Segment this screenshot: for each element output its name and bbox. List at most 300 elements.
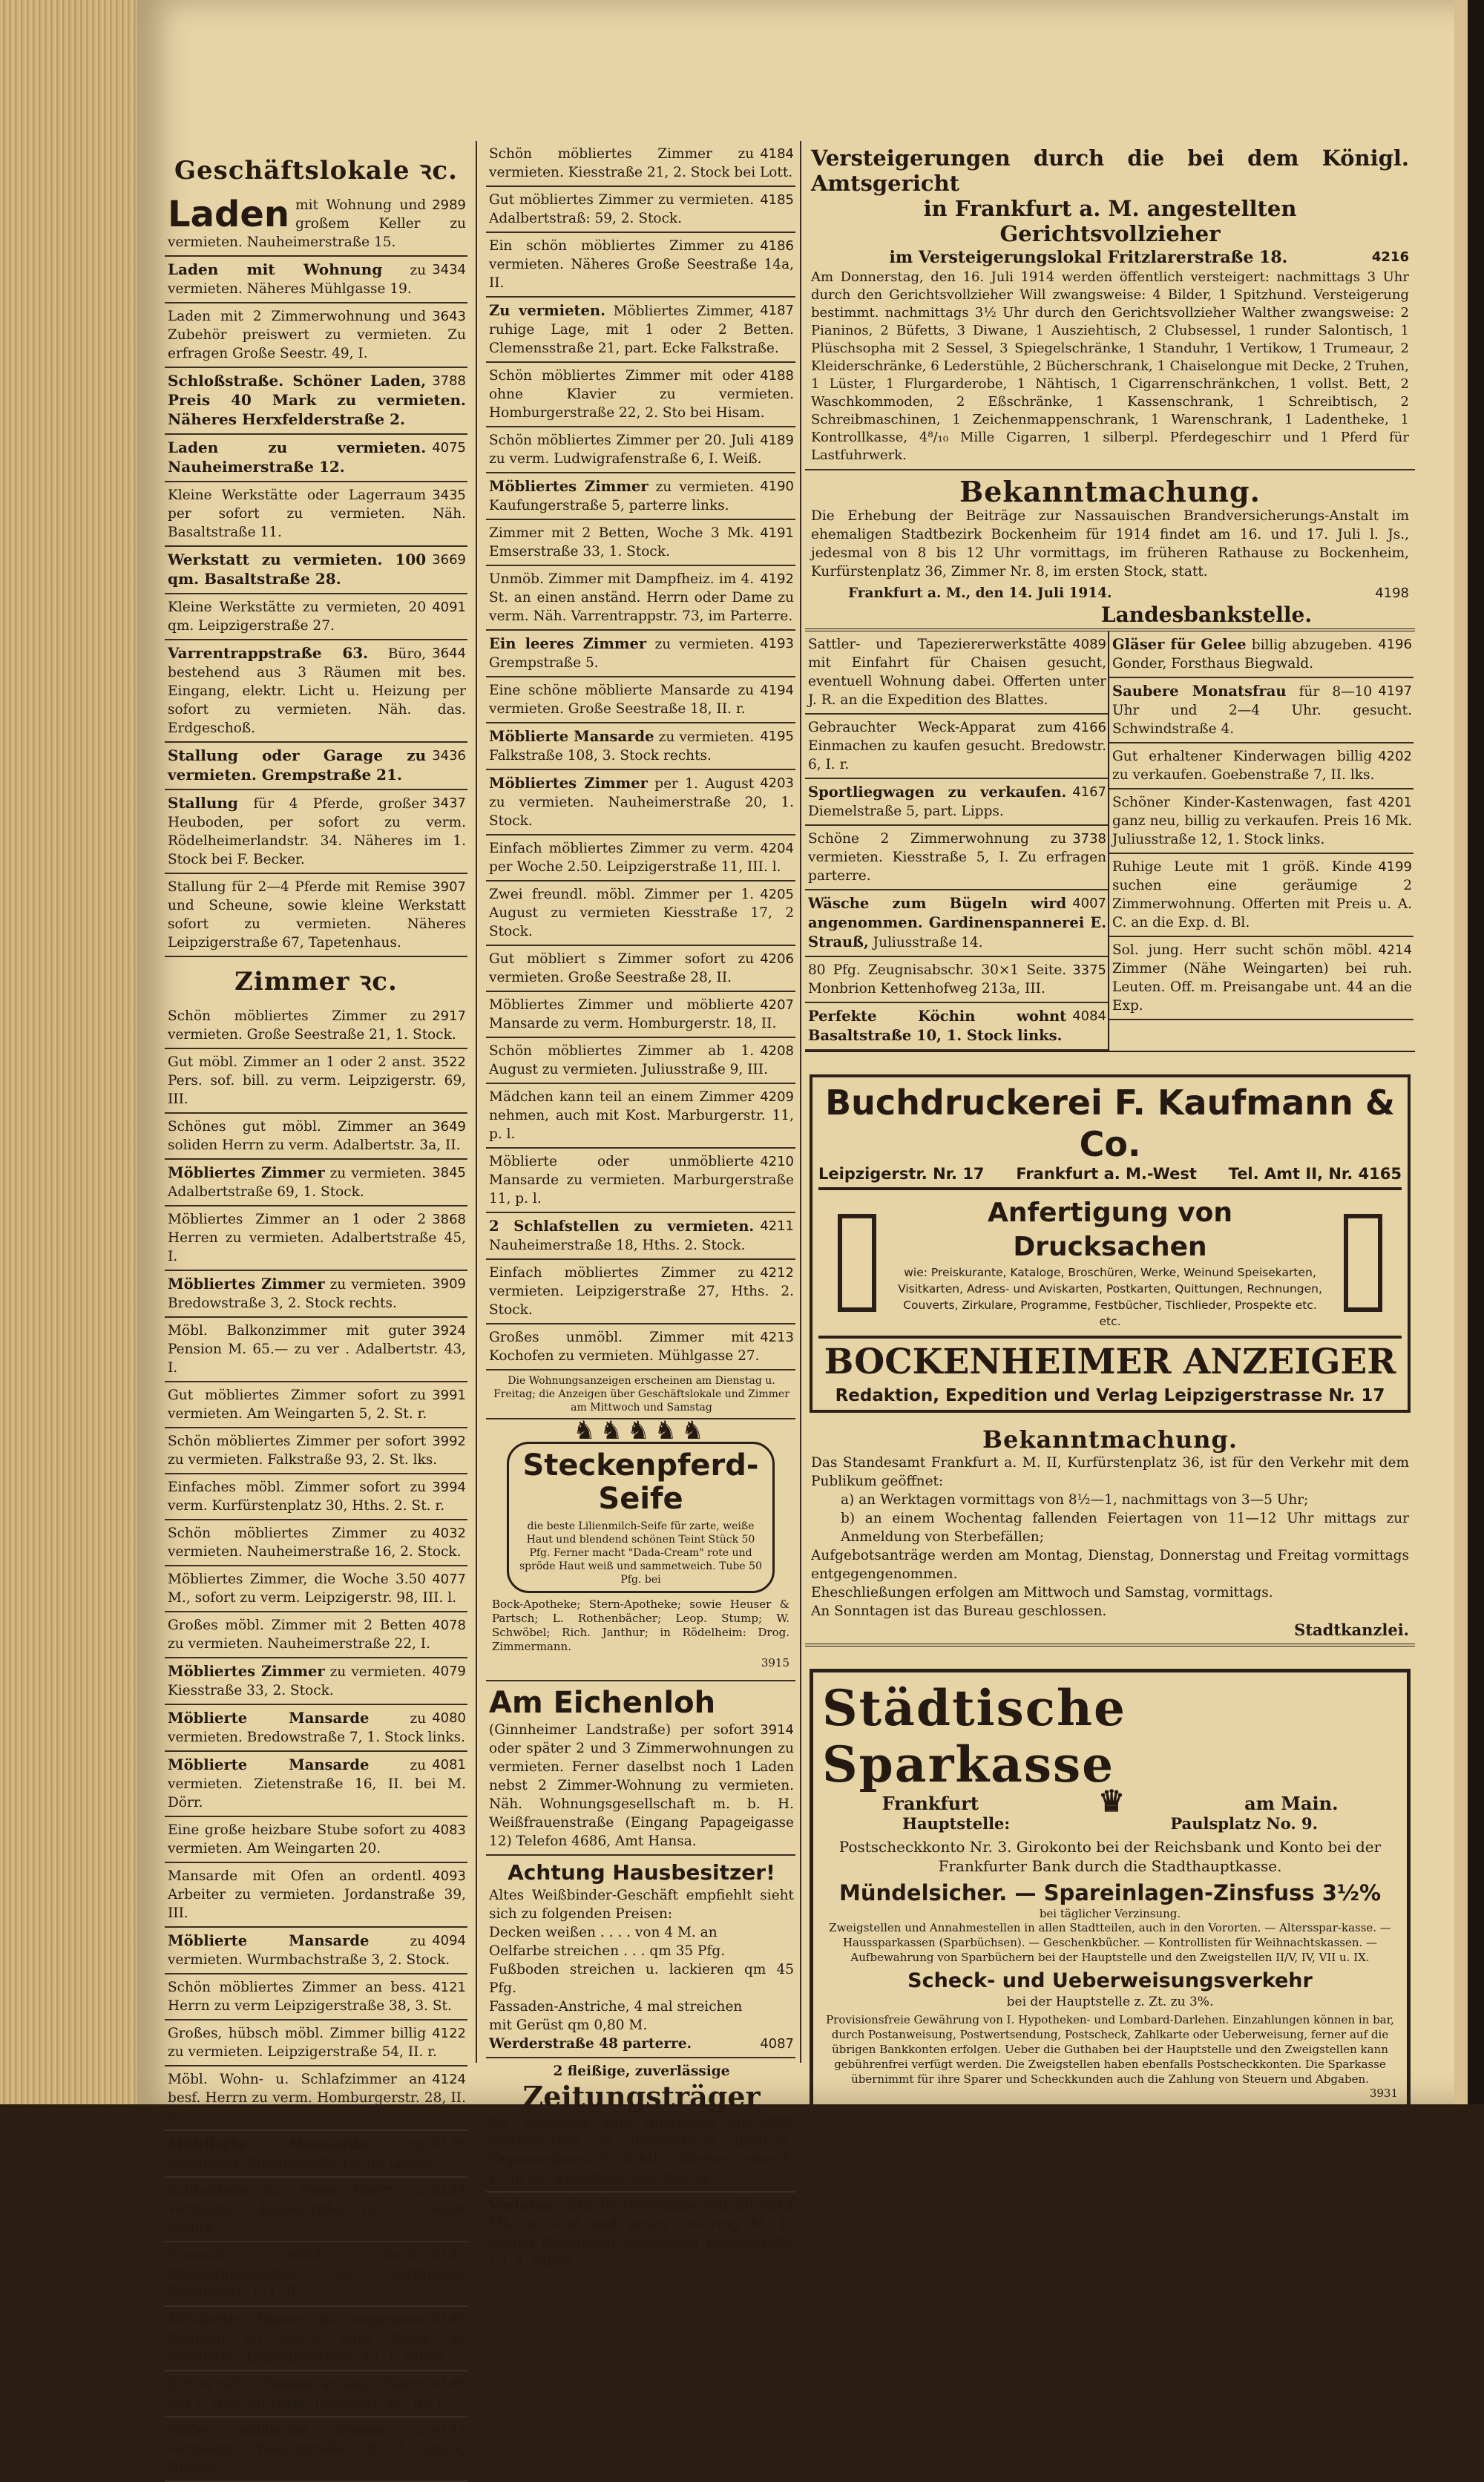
printer-title: Buchdruckerei F. Kaufmann & Co. — [825, 1083, 1395, 1164]
classified-ad — [165, 482, 467, 547]
ad-number: 4195 — [760, 729, 794, 744]
classified-ad — [486, 723, 795, 770]
right-column — [805, 141, 1415, 2117]
ad-bold: Perfekte Köchin wohnt Basaltstraße 10, 1. Stock links. — [808, 1008, 1067, 1044]
classified-ad — [486, 770, 795, 835]
bekanntmachung-2 — [805, 1426, 1415, 1647]
classified-ad — [165, 640, 467, 743]
printer-job-title: Anfertigung von Drucksachen — [987, 1198, 1233, 1262]
achtung-ad — [486, 1856, 795, 2058]
horse-icons: ♞♞♞♞♞ — [573, 1416, 709, 1445]
ad-number: 4091 — [432, 600, 466, 615]
newspaper-subline: Redaktion, Expedition und Verlag Leipzigerstrasse Nr. 17 — [835, 1386, 1385, 1405]
notice-text: Die Erhebung der Beiträge zur Nassauischen Brandversicherungs-Anstalt im ehemaligen Stadtbezirk Bockenheim für 1914 findet am 16. und 17. Juli l. Js., jedesmal von 8 bis 12 Uhr vormittags, im früheren Rathause zu Bockenheim, Kurfürstenplatz 36, Zimmer Nr. 8, im ersten Stock, statt. — [811, 508, 1409, 580]
ad-bold: Zu vermieten. — [489, 302, 605, 319]
ad-number: 4126 — [432, 2136, 466, 2152]
classified-ad — [165, 2178, 467, 2242]
classified-ad — [165, 2066, 467, 2131]
ad-number: 3436 — [432, 748, 466, 764]
ad-text: Großes möbl. Zimmer mit 2 Betten zu vermieten. Nauheimerstraße 22, I. — [168, 1618, 430, 1652]
classified-ad — [486, 233, 795, 298]
ad-number: 4202 — [1378, 749, 1412, 764]
ad-number: 4121 — [432, 1980, 466, 1995]
ad-text: Zwei freundl. möbl. Zimmer per 1. August zu vermieten Kiesstraße 17, 2 Stock. — [489, 887, 794, 939]
ad-text: Einfach möbliertes Zimmer zu verm. per Woche 2.50. Leipzigerstraße 11, III. l. — [489, 841, 781, 875]
classified-ad — [165, 1863, 467, 1928]
ad-text: Möbliertes Zimmer, ruhige Lage, mit 1 oder 2 Betten. Clemensstraße 21, part. Ecke Falkstraße. — [489, 303, 794, 356]
ad-text: Büro, bestehend aus 3 Räumen mit bes. Eingang, elektr. Licht u. Heizung per sofort zu vermieten. Näh. das. Erdgeschoß. — [168, 646, 466, 736]
ad-number: 4191 — [760, 525, 794, 541]
classified-ad — [165, 2417, 467, 2482]
ad-number: 3434 — [432, 262, 466, 278]
ad-bold: Verloren: — [489, 2198, 560, 2213]
ad-number: 4212 — [760, 1265, 794, 1281]
ad-number: 4194 — [760, 683, 794, 698]
ad-title: Am Eichenloh — [489, 1686, 716, 1720]
bekanntmachung-1 — [805, 470, 1415, 631]
bank-services: Provisionsfreie Gewährung von I. Hypotheken- und Lombard-Darlehen. Einzahlungen können in bar, durch Postanweisung, Postwertsendung, Postscheck, Zahlkarte oder Ueberweisung, ferner auf die übrigen Bankkonten erfolgen. Ueber die Guthaben bei der Hauptstelle und den Zweigstellen kann gebührenfrei verfügt werden. Die Zweigstellen haben ebenfalls Postscheckkonten. Die Sparkasse übernimmt für ihre Sparer und Scheckkunden auch die Zahlung von Steuern und Abgaben. — [826, 2013, 1394, 2086]
ad-text: Schönes gut möbl. Zimmer an soliden Herrn zu verm. Adalbertstr. 3a, II. — [168, 1119, 461, 1153]
ad-text: zu vermieten. Wurmbachstraße 3, 2. Stock. — [168, 1934, 450, 1968]
auction-notice — [805, 141, 1415, 470]
ad-number: 4184 — [760, 146, 794, 162]
ad-bold: Möbliertes Zimmer — [489, 775, 648, 792]
ad-text: Mädchen kann teil an einem Zimmer nehmen, auch mit Kost. Marburgerstr. 11, p. l. — [489, 1089, 794, 1142]
ad-text: Schön möbliertes Zimmer an bess. Herrn zu verm Leipzigerstraße 38, 3. St. — [168, 1980, 452, 2014]
soap-ad — [486, 1416, 795, 1681]
room-ads — [165, 1003, 467, 2482]
printer-job-list: wie: Preiskurante, Kataloge, Broschüren, Werke, Weinund Speisekarten, Visitkarten, Adress- und Aviskarten, Postkarten, Quittungen, Rechnungen, Couverts, Zirkulare, Programme, Festbücher, Tischlieder, Prospekte etc. etc. — [898, 1266, 1322, 1328]
ad-number: 4089 — [1072, 637, 1106, 652]
section-heading: Geschäftslokale ꝛc. — [174, 156, 458, 186]
ad-text: Schlafstelle für einen Herrn zu vermieten. Juliusstraße 12, 2. Stock rechts. — [168, 2183, 466, 2236]
printer-job — [896, 1196, 1324, 1330]
classified-ad — [486, 187, 795, 233]
ad-text: Möbl. Wohn- u. Schlafzimmer an besf. Herrn zu verm. Homburgerstr. 28, II. r. — [168, 2072, 466, 2124]
ad-text: Kleine Werkstätte oder Lagerraum per sofort zu vermieten. Näh. Basaltstraße 11. — [168, 487, 466, 540]
bank-address: Paulsplatz No. 9. — [1170, 1814, 1318, 1833]
notice — [486, 1370, 795, 1419]
classified-ad — [165, 1817, 467, 1863]
ad-number: 4124 — [432, 2072, 466, 2087]
ornament-right — [1344, 1214, 1382, 1312]
ad-number: 3435 — [432, 487, 466, 503]
ad-number: 4192 — [760, 571, 794, 587]
ad-number: 4167 — [1072, 784, 1106, 800]
classified-ad — [486, 566, 795, 631]
scan-border — [1468, 0, 1484, 2104]
ad-text: für 4 Pferde, großer Heuboden, per sofort zu verm. Rödelheimerlandstr. 34. Näheres im 1. Stock bei F. Becker. — [168, 796, 466, 867]
ad-number: 3991 — [432, 1388, 466, 1403]
classified-ad — [165, 192, 467, 257]
classified-ad — [165, 1428, 467, 1474]
ad-number: 4093 — [432, 1868, 466, 1884]
small-ads-row — [805, 631, 1415, 1052]
ad-number: 3788 — [432, 373, 466, 389]
bank-city: Frankfurt — [881, 1793, 979, 1814]
ornament-left — [838, 1214, 876, 1312]
ad-text: Gut möbliertes Zimmer zu vermieten. Adalbertstraß: 59, 2. Stock. — [489, 192, 755, 226]
notice-signature: Landesbankstelle. — [1100, 603, 1313, 627]
ad-text: Sattler- und Tapeziererwerkstätte mit Einfahrt für Chaisen gesucht, eventuell Wohnung dabei. Offerten unter J. R. an die Expedition des Blattes. — [808, 637, 1106, 708]
ad-text: zu vermieten. Adalbertstraße 69, 1. Stock. — [168, 1166, 427, 1200]
ad-number: 3738 — [1072, 831, 1106, 847]
classified-ad — [165, 743, 467, 790]
ad-bold: Möblierte Mansarde — [168, 1710, 370, 1727]
ad-number: 4215 — [760, 2198, 794, 2213]
ad-number: 4087 — [760, 2036, 794, 2052]
ad-number: 4146 — [432, 2377, 466, 2392]
ad-text: Freundl. möbl. heizb. Mansardenzimmer zu vermieten. Sophienstr. 121, II. — [168, 2248, 466, 2300]
ad-bold: Laden mit Wohnung — [168, 260, 383, 278]
classified-ad — [165, 1658, 467, 1705]
ad-text: Eine große heizbare Stube sofort zu vermieten. Am Weingarten 20. — [168, 1822, 427, 1856]
ad-text: Kleine Werkstätte zu vermieten, 20 qm. Leipzigerstraße 27. — [168, 600, 427, 634]
ad-bold: Gläser für Gelee — [1112, 636, 1247, 653]
printer-body — [818, 1190, 1402, 1339]
classified-ad — [486, 946, 795, 992]
soap-shops: Bock-Apotheke; Stern-Apotheke; sowie Heuser & Partsch; L. Rothenbächer; Leop. Stump; W. Schwöbel; Rich. Janthur; in Rödelheim: Drog. Zimmermann. — [492, 1598, 789, 1653]
ad-number: 3992 — [432, 1434, 466, 1449]
ad-text: Stallung für 2—4 Pferde mit Remise und Scheune, sowie kleine Werkstatt sofort zu vermieten. Näheres Leipzigerstraße 67, Tapetenhaus. — [168, 879, 466, 951]
ad-text: Juliusstraße 14. — [873, 935, 983, 951]
classified-ad — [486, 298, 795, 363]
bank-accounts: Postscheckkonto Nr. 3. Girokonto bei der Reichsbank und Konto bei der Frankfurter Bank durch die Stadthauptkasse. — [838, 1838, 1382, 1875]
ad-text: Großes, hübsch möbl. Zimmer billig zu vermieten. Leipzigerstraße 54, II. r. — [168, 2026, 437, 2060]
ad-text: Nauheimerstraße 18, Hths. 2. Stock. — [489, 1238, 746, 1253]
ad-text: 80 Pfg. Zeugnisabschr. 30×1 Seite. Monbrion Kettenhofweg 213a, III. — [808, 962, 1067, 997]
classified-ad — [805, 715, 1108, 779]
ad-number: 3669 — [432, 552, 466, 568]
classified-ad — [1109, 789, 1414, 854]
classified-ad — [165, 2131, 467, 2178]
ad-number: 3649 — [432, 1119, 466, 1135]
classified-ad — [165, 368, 467, 435]
classified-ad — [805, 957, 1108, 1003]
ad-bold: Laden zu vermieten. Nauheimerstraße 12. — [168, 439, 427, 476]
ad-text: Schön möbliertes Zimmer zu vermieten. Nauheimerstraße 16, 2. Stock. — [168, 1526, 462, 1560]
ad-number: 4187 — [760, 303, 794, 318]
classified-ad — [165, 2242, 467, 2307]
ad-text: per 1. August zu vermieten. Nauheimerstraße 20, 1. Stock. — [489, 776, 794, 829]
ad-number: 4078 — [432, 1618, 466, 1633]
ad-number: 4189 — [760, 433, 794, 448]
ad-bold: Stallung oder Garage zu vermieten. Grempstraße 21. — [168, 746, 427, 784]
auction-title-1: Versteigerungen durch die bei dem Königl. Amtsgericht — [811, 145, 1409, 196]
ad-text: Gut möbliertes Zimmer sofort zu vermieten. Am Weingarten 5, 2. St. r. — [168, 1388, 427, 1422]
classified-ad — [486, 1260, 795, 1324]
notice-item-c: Aufgebotsanträge werden am Montag, Dienstag, Donnerstag und Freitag vormittags entgegengenommen. — [811, 1548, 1409, 1582]
ad-number: 4216 — [1371, 249, 1409, 265]
ad-number: 4145 — [432, 2312, 466, 2328]
middle-column — [486, 141, 795, 2274]
shop-ads — [165, 192, 467, 957]
ad-number: 4190 — [760, 479, 794, 494]
ad-text: Schön möbl. Zimmer an anst. Herrn per 1. Aug. zu verm. Jordanstr. 45, III. r. — [168, 2377, 447, 2411]
ad-number: 3437 — [432, 795, 466, 811]
classified-ad — [486, 992, 795, 1038]
classified-ad — [165, 1705, 467, 1752]
ad-text: Diemelstraße 5, part. Lipps. — [808, 804, 1004, 819]
ad-bold: Möblierte Mansarde — [489, 728, 654, 745]
ad-number: 4188 — [760, 368, 794, 384]
classified-ad — [165, 547, 467, 594]
price-list — [489, 1923, 794, 2035]
classified-ad — [165, 1566, 467, 1612]
small-ads-left — [805, 631, 1109, 1051]
ad-number: 3994 — [432, 1480, 466, 1495]
ad-number: 4077 — [432, 1572, 466, 1587]
column-rule — [476, 141, 477, 2063]
notice-text: Die Wohnungsanzeigen erscheinen am Dienstag u. Freitag; die Anzeigen über Geschäftslokale und Zimmer am Mittwoch und Samstag — [493, 1375, 789, 1414]
ad-number: 4209 — [760, 1089, 794, 1105]
classified-ad — [486, 520, 795, 566]
classified-ad — [165, 1928, 467, 1974]
room-ads-middle — [486, 141, 795, 1370]
bank-interest-sub: bei täglicher Verzinsung. — [1039, 1907, 1181, 1920]
classified-ad — [165, 1206, 467, 1271]
ad-text: zu vermieten. Kiesstraße 33, 2. Stock. — [168, 1664, 427, 1698]
ad-text: Schön möbliertes Zimmer per sofort zu vermieten. Falkstraße 93, 2. St. lks. — [168, 1434, 438, 1468]
zeitung-ad — [486, 2058, 795, 2193]
classified-ad — [805, 779, 1108, 826]
ad-number: 4075 — [432, 440, 466, 456]
ad-text: Schön möbliertes Zimmer zu vermieten. Kiesstraße 21, 2. Stock bei Lott. — [489, 146, 793, 180]
ad-text: Möbliertes Zimmer an 1 oder 2 Herren zu vermieten. Adalbertstraße 45, I. — [168, 1212, 466, 1264]
ad-text: für Samstags zum Austragen von Zeitschriften in Bockenheim gesucht. Tagesverdienst 5—6 Mk. Offerten unter F. Z. an die Expedition des Blattes. — [489, 2115, 794, 2186]
ad-bold: Stallung — [168, 794, 238, 812]
ad-bold: Möblierte Mansarde — [168, 1756, 370, 1773]
classified-ad — [486, 1149, 795, 1213]
printer-city: Frankfurt a. M.-West — [1016, 1165, 1197, 1183]
ad-text: Eine schöne möblierte Mansarde zu vermieten. Große Seestraße 18, II. r. — [489, 683, 755, 717]
price-row: Fußboden streichen u. lackieren qm 45 Pfg. — [489, 1962, 794, 1996]
ad-number: 4079 — [432, 1664, 466, 1679]
classified-ad — [165, 1974, 467, 2020]
ad-text: Schön möbliertes Zimmer ab 1. August zu vermieten. Juliusstraße 9, III. — [489, 1043, 768, 1077]
column-rule — [800, 141, 801, 2063]
ad-text: Möbl. Balkonzimmer mit guter Pension M. 65.— zu ver . Adalbertstr. 43, I. — [168, 1323, 466, 1376]
ad-bold: Möblierte Mansarde — [168, 2135, 370, 2153]
ad-bold: Ein leeres Zimmer — [489, 635, 647, 652]
ad-text: Schön möbliertes Zimmer mit oder ohne Klavier zu vermieten. Homburgerstraße 22, 2. Sto bei Hisam. — [489, 368, 794, 421]
ad-pre: 2 fleißige, zuverlässige — [553, 2064, 730, 2079]
ad-number: 4081 — [432, 1757, 466, 1773]
ad-text: (Ginnheimer Landstraße) per sofort oder später 2 und 3 Zimmerwohnungen zu vermieten. Ferner daselbst noch 1 Laden nebst 2 Zimmer-Wohnung zu vermieten. Näh. Wohnungsgesellschaft m. b. H. Weißfrauenstraße (Eingang Papageigasse 12) Telefon 4686, Amt Hansa. — [489, 1722, 794, 1849]
ad-number: 3909 — [432, 1276, 466, 1292]
book-spine — [0, 0, 156, 2104]
bank-branches: Zweigstellen und Annahmestellen in allen Stadtteilen, auch in den Vororten. — Altersspar-kasse. — Haussparkassen (Sparbüchsen). — Geschenkbücher. — Kontrollisten für Weihnachtskassen. — Aufbewahrung von Sparbüchern bei der Hauptstelle und den Zweigstellen II/V, IV, VII u. IX. — [829, 1921, 1391, 1964]
ad-number: 3907 — [432, 879, 466, 895]
page-edge — [1454, 0, 1468, 2104]
classified-ad — [165, 1612, 467, 1658]
soap-brand-2: Seife — [598, 1482, 683, 1516]
notice-title: Bekanntmachung. — [982, 1425, 1238, 1454]
classified-ad — [486, 881, 795, 946]
ad-number: 3868 — [432, 1212, 466, 1227]
ad-number: 4205 — [760, 887, 794, 902]
classified-ad — [165, 1271, 467, 1318]
classified-ad — [486, 1038, 795, 1084]
notice-date: Frankfurt a. M., den 14. Juli 1914. — [848, 585, 1112, 601]
classified-ad — [165, 874, 467, 957]
classified-ad — [165, 1318, 467, 1382]
classified-ad — [165, 1003, 467, 1049]
classified-ad — [165, 1752, 467, 1817]
ad-text: Gebrauchter Weck-Apparat zum Einmachen zu kaufen gesucht. Bredowstr. 6, I. r. — [808, 720, 1106, 772]
ad-text: Gut erhaltener Kinderwagen billig zu verkaufen. Goebenstraße 7, II. lks. — [1112, 749, 1375, 783]
classified-ad — [165, 1114, 467, 1160]
classified-ad — [165, 2307, 467, 2371]
notice-text: Das Standesamt Frankfurt a. M. II, Kurfürstenplatz 36, ist für den Verkehr mit dem Publikum geöffnet: — [811, 1455, 1409, 1489]
ad-number: 4213 — [760, 1330, 794, 1345]
section-heading-rooms: Zimmer ꝛc. — [234, 967, 398, 997]
classified-ad — [486, 835, 795, 881]
classified-ad — [805, 1003, 1108, 1051]
ad-number: 4207 — [760, 997, 794, 1013]
price-row: Decken weißen . . . . von 4 M. an — [489, 1925, 718, 1940]
classified-ad — [165, 1520, 467, 1566]
ad-bold: Möblierte Mansarde — [168, 1932, 370, 1949]
price-row: mit Gerüst qm 0,80 M. — [489, 2018, 648, 2033]
ad-text: zu vermieten. Näheres Mühlgasse 19. — [168, 263, 427, 297]
bank-cheque-sub: bei der Hauptstelle z. Zt. zu 3%. — [1006, 1995, 1214, 2009]
ad-text: zu vermieten. Falkstraße 108, 3. Stock rechts. — [489, 729, 755, 764]
ad-title: Achtung Hausbesitzer! — [508, 1860, 775, 1885]
bank-header — [822, 1680, 1398, 1793]
ad-bold: Möbliertes Zimmer — [168, 1276, 325, 1293]
ad-text: Sol. jung. Herr sucht schön möbl. Zimmer (Nähe Weingarten) bei ruh. Leuten. Off. m. Preisangabe unt. 44 an die Exp. — [1112, 942, 1412, 1014]
ad-text: zu vermieten. Grempstraße 5. — [489, 637, 755, 671]
classified-ad — [1109, 743, 1414, 789]
ad-number: 3924 — [432, 1323, 466, 1339]
notice-item-d: Eheschließungen erfolgen am Mittwoch und Samstag, vormittags. — [811, 1585, 1273, 1601]
ad-number: 3915 — [761, 1656, 789, 1670]
ad-number: 4201 — [1378, 795, 1412, 810]
ad-bold: Werkstatt zu vermieten. 100 qm. Basaltstraße 28. — [168, 551, 427, 588]
ad-number: 2917 — [432, 1008, 466, 1024]
ad-number: 4186 — [760, 238, 794, 254]
ad-text: Helles möbliertes Zimmer zu vermieten. Basaltstraße 29, 3. Stock, Diener. — [168, 2423, 466, 2475]
ad-title: Zeitungsträger — [522, 2080, 761, 2113]
ad-number: 4094 — [432, 1933, 466, 1948]
printer-ad — [810, 1074, 1411, 1413]
ad-text: zu vermieten. Kaufungerstraße 5, parterre links. — [489, 479, 755, 513]
ad-number: 3914 — [760, 1722, 794, 1738]
ad-text: Möbliertes Zimmer und möblierte Mansarde zu verm. Homburgerstr. 18, II. — [489, 997, 777, 1031]
ad-bold: Wäsche zum Bügeln wird angenommen. Gardinenspannerei E. Strauß, — [808, 895, 1106, 951]
price-row: Fassaden-Anstriche, 4 mal streichen — [489, 1999, 743, 2015]
classified-ad — [486, 677, 795, 723]
auction-title-3: im Versteigerungslokal Fritzlarerstraße 18. — [889, 248, 1288, 267]
ad-bold: Möbliertes Zimmer — [489, 478, 649, 495]
ad-text: Unmöb. Zimmer mit Dampfheiz. im 4. St. an einen anständ. Herrn oder Dame zu verm. Näh. Varrentrappstr. 73, im Parterre. — [489, 571, 794, 624]
ad-text: Großes unmöbl. Zimmer mit Kochofen zu vermieten. Mühlgasse 27. — [489, 1330, 760, 1364]
verloren-ad — [486, 2193, 795, 2274]
ad-number: 2989 — [432, 197, 466, 213]
eichenloh-ad — [486, 1681, 795, 1856]
classified-ad — [805, 826, 1108, 890]
ad-number: 4197 — [1378, 683, 1412, 699]
ad-number: 3845 — [432, 1165, 466, 1181]
ad-text: zu vermieten. Zietenstraße 12, im Laden. — [168, 2137, 436, 2171]
ad-number: 4198 — [1375, 585, 1409, 601]
ad-number: 4208 — [760, 1043, 794, 1059]
left-column — [165, 145, 467, 2482]
notice-date-row — [848, 584, 1409, 603]
printer-telephone: Tel. Amt II, Nr. 4165 — [1228, 1165, 1402, 1183]
classified-ad — [486, 363, 795, 427]
ad-text: Möblierte oder unmöblierte Mansarde zu vermieten. Marburgerstraße 11, p. l. — [489, 1154, 794, 1206]
small-ads-right — [1109, 631, 1414, 1051]
classified-ad — [1109, 678, 1414, 743]
classified-ad — [486, 1324, 795, 1370]
classified-ad — [805, 631, 1108, 715]
classified-ad — [165, 257, 467, 303]
ad-number: 3522 — [432, 1054, 466, 1070]
newspaper-name: BOCKENHEIMER ANZEIGER — [824, 1342, 1396, 1382]
classified-ad — [165, 2020, 467, 2066]
bank-cheque: Scheck- und Ueberweisungsverkehr — [907, 1969, 1313, 1992]
ad-number: 3644 — [432, 646, 466, 661]
printer-address: Leipzigerstr. Nr. 17 — [818, 1165, 985, 1183]
classified-ad — [165, 1382, 467, 1428]
ad-bold: Möbliertes Zimmer — [168, 1663, 325, 1680]
notice-title: Bekanntmachung. — [959, 475, 1261, 508]
classified-ad — [165, 1474, 467, 1520]
bank-interest: Mündelsicher. — Spareinlagen-Zinsfuss 3½% — [839, 1880, 1381, 1905]
classified-ad — [1109, 854, 1414, 937]
bank-title: Städtische Sparkasse — [822, 1679, 1126, 1793]
ad-text: für 8—10 Uhr und 2—4 Uhr. gesucht. Schwindstraße 4. — [1112, 684, 1412, 737]
classified-ad — [1109, 937, 1414, 1020]
price-row: Oelfarbe streichen . . . qm 35 Pfg. — [489, 1943, 726, 1959]
ad-number: 4204 — [760, 841, 794, 856]
ad-number: 4084 — [1072, 1008, 1106, 1024]
classified-ad — [165, 303, 467, 368]
printer-info — [818, 1165, 1402, 1190]
notice-item-e: An Sonntagen ist das Bureau geschlossen. — [811, 1603, 1107, 1619]
ad-number: 4147 — [432, 2423, 466, 2438]
ad-number: 4141 — [432, 2248, 466, 2263]
classified-ad — [165, 2371, 467, 2417]
notice-item-a: a) an Werktagen vormittags von 8½—1, nachmittags von 3—5 Uhr; — [841, 1492, 1309, 1508]
ad-text: zu vermieten. Zietenstraße 16, II. bei M. Dörr. — [168, 1758, 466, 1810]
ad-text: zu vermieten. Bredowstraße 7, 1. Stock links. — [168, 1711, 465, 1745]
ad-number: 4185 — [760, 192, 794, 208]
ad-text: Ein Portemonnaie mit 20 Mk in Gold und einen Trauring M. L. Gegen Belohnung abzugeben Basaltstraße 19, 4. Stock. — [489, 2198, 794, 2269]
notice-signature: Stadtkanzlei. — [1294, 1621, 1409, 1639]
ad-number: 4122 — [432, 2026, 466, 2041]
ad-number: 3931 — [1369, 2087, 1398, 2100]
ad-number: 4196 — [1378, 637, 1412, 652]
classified-ad — [486, 141, 795, 187]
ad-text: zu vermieten. Bredowstraße 3, 2. Stock rechts. — [168, 1277, 427, 1311]
ad-text: Möbliertes Zimmer, die Woche 3.50 M., sofort zu verm. Leipzigerstr. 98, III. l. — [168, 1572, 457, 1606]
ad-number: 4080 — [432, 1710, 466, 1726]
soap-frame — [507, 1442, 775, 1593]
ad-bold: 2 Schlafstellen zu vermieten. — [489, 1218, 755, 1235]
ad-number: 4007 — [1072, 896, 1106, 911]
auction-text: Am Donnerstag, den 16. Juli 1914 werden öffentlich versteigert: nachmittags 3 Uhr durch den Gerichtsvollzieher Will zwangsweise: 4 Bilder, 1 Spitzhund. Versteigerung bestimmt. nachmittags 3½ Uhr durch den Gerichtsvollzieher Walther zwangsweise: 2 Pianinos, 2 Büfetts, 3 Diwane, 1 Ausziehtisch, 2 Clubsessel, 1 runder Salontisch, 1 Plüschsopha mit 2 Sessel, 3 Spiegelschränke, 1 Standuhr, 1 Vertikow, 1 Trumeaur, 2 Kleiderschränke, 6 Lederstühle, 2 Bücherschrank, 1 Chaiselongue mit Decke, 2 Truhen, 1 Lüster, 1 Flurgarderobe, 1 Nähtisch, 1 Cigarrenschränkchen, 1 vollst. Bett, 2 Waschkommoden, 2 Eßschränke, 1 Kassenschrank, 1 Schreibtisch, 2 Schreibmaschinen, 1 Zeichenmappenschrank, 1 Warenschrank, 1 Ladentheke, 1 Kontrollkasse, 4⁸/₁₀ Mille Cigarren, 1 silberpl. Pferdegeschirr und 1 Pferd für Lastfuhrwerk. — [811, 269, 1409, 463]
ad-number: 4199 — [1378, 859, 1412, 875]
ad-number: 4214 — [1378, 942, 1412, 958]
ad-text: billig abzugeben. Gonder, Forsthaus Biegwald. — [1112, 637, 1373, 672]
ad-bold: Varrentrappstraße 63. — [168, 644, 369, 662]
ad-text: Schön möbliertes Zimmer per 20. Juli zu verm. Ludwigrafenstraße 6, I. Weiß. — [489, 433, 762, 467]
ad-number: 4193 — [760, 636, 794, 651]
ad-text: Möbliertes Zimmer mit separatem Eingang an Herrn oder Dame zu vermieten. Leipzigerstraße 49, 1. Stock. — [168, 2312, 466, 2365]
